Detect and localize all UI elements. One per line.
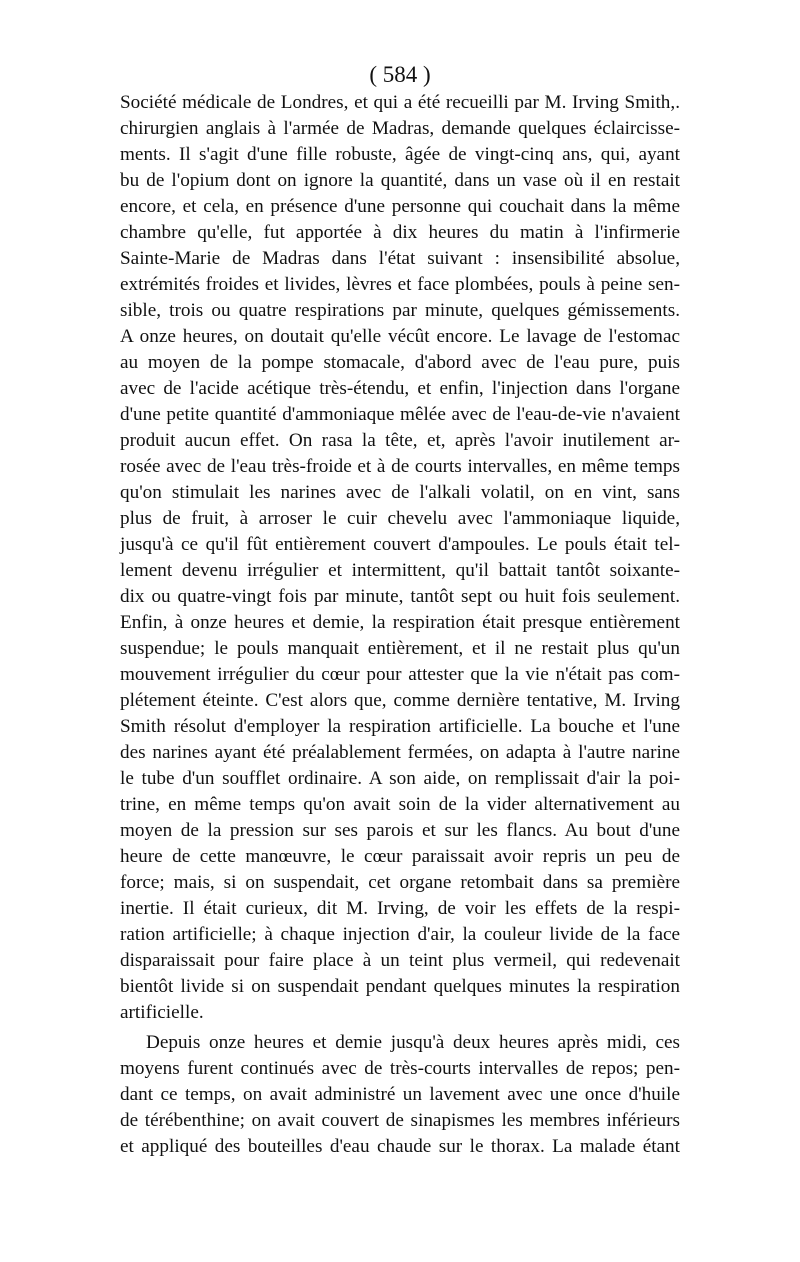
text-line: dant ce temps, on avait administré un lavement avec une once d'huile	[120, 1084, 680, 1105]
text-line: chambre qu'elle, fut apportée à dix heures du matin à l'infirmerie	[120, 222, 680, 243]
text-line: artificielle.	[120, 1002, 204, 1023]
text-line: Sainte-Marie de Madras dans l'état suivant : insensibilité absolue,	[120, 248, 680, 269]
text-line: encore, et cela, en présence d'une personne qui couchait dans la même	[120, 196, 680, 217]
text-line: avec de l'acide acétique très-étendu, et enfin, l'injection dans l'organe	[120, 378, 680, 399]
text-line: bu de l'opium dont on ignore la quantité, dans un vase où il en restait	[120, 170, 680, 191]
text-line: d'une petite quantité d'ammoniaque mêlée avec de l'eau-de-vie n'avaient	[120, 404, 680, 425]
text-line: qu'on stimulait les narines avec de l'alkali volatil, on en vint, sans	[120, 482, 680, 503]
text-line: de térébenthine; on avait couvert de sinapismes les membres inférieurs	[120, 1110, 680, 1131]
text-line: plétement éteinte. C'est alors que, comme dernière tentative, M. Irving	[120, 690, 680, 711]
text-line: heure de cette manœuvre, le cœur paraissait avoir repris un peu de	[120, 846, 680, 867]
text-line: des narines ayant été préalablement fermées, on adapta à l'autre narine	[120, 742, 680, 763]
text-line: au moyen de la pompe stomacale, d'abord avec de l'eau pure, puis	[120, 352, 680, 373]
text-line: ration artificielle; à chaque injection d'air, la couleur livide de la face	[120, 924, 680, 945]
text-line: chirurgien anglais à l'armée de Madras, demande quelques éclaircisse-	[120, 118, 680, 139]
text-line: et appliqué des bouteilles d'eau chaude sur le thorax. La malade étant	[120, 1136, 680, 1157]
text-line: ments. Il s'agit d'une fille robuste, âgée de vingt-cinq ans, qui, ayant	[120, 144, 680, 165]
text-line: rosée avec de l'eau très-froide et à de courts intervalles, en même temps	[120, 456, 680, 477]
text-line: moyen de la pression sur ses parois et sur les flancs. Au bout d'une	[120, 820, 680, 841]
text-line: plus de fruit, à arroser le cuir chevelu avec l'ammoniaque liquide,	[120, 508, 680, 529]
text-line: sible, trois ou quatre respirations par minute, quelques gémissements.	[120, 300, 680, 321]
text-line: force; mais, si on suspendait, cet organe retombait dans sa première	[120, 872, 680, 893]
text-line: Smith résolut d'employer la respiration artificielle. La bouche et l'une	[120, 716, 680, 737]
text-line: lement devenu irrégulier et intermittent, qu'il battait tantôt soixante-	[120, 560, 680, 581]
text-line: le tube d'un soufflet ordinaire. A son aide, on remplissait d'air la poi-	[120, 768, 680, 789]
page-number: ( 584 )	[369, 62, 431, 87]
text-line: trine, en même temps qu'on avait soin de la vider alternativement au	[120, 794, 680, 815]
text-line: suspendue; le pouls manquait entièrement, et il ne restait plus qu'un	[120, 638, 680, 659]
text-line: Enfin, à onze heures et demie, la respiration était presque entièrement	[120, 612, 680, 633]
text-line: moyens furent continués avec de très-courts intervalles de repos; pen-	[120, 1058, 680, 1079]
text-line: produit aucun effet. On rasa la tête, et, après l'avoir inutilement ar-	[120, 430, 680, 451]
text-line: A onze heures, on doutait qu'elle vécût encore. Le lavage de l'estomac	[120, 326, 680, 347]
text-line: jusqu'à ce qu'il fût entièrement couvert d'ampoules. Le pouls était tel-	[120, 534, 680, 555]
text-line: disparaissait pour faire place à un teint plus vermeil, qui redevenait	[120, 950, 680, 971]
text-line: inertie. Il était curieux, dit M. Irving, de voir les effets de la respi-	[120, 898, 680, 919]
text-line: extrémités froides et livides, lèvres et face plombées, pouls à peine sen-	[120, 274, 680, 295]
text-line: Depuis onze heures et demie jusqu'à deux heures après midi, ces	[146, 1032, 680, 1053]
text-line: mouvement irrégulier du cœur pour attester que la vie n'était pas com-	[120, 664, 680, 685]
text-line: dix ou quatre-vingt fois par minute, tantôt sept ou huit fois seulement.	[120, 586, 680, 607]
text-line: Société médicale de Londres, et qui a été recueilli par M. Irving Smith,.	[120, 92, 680, 113]
text-line: bientôt livide si on suspendait pendant quelques minutes la respiration	[120, 976, 680, 997]
